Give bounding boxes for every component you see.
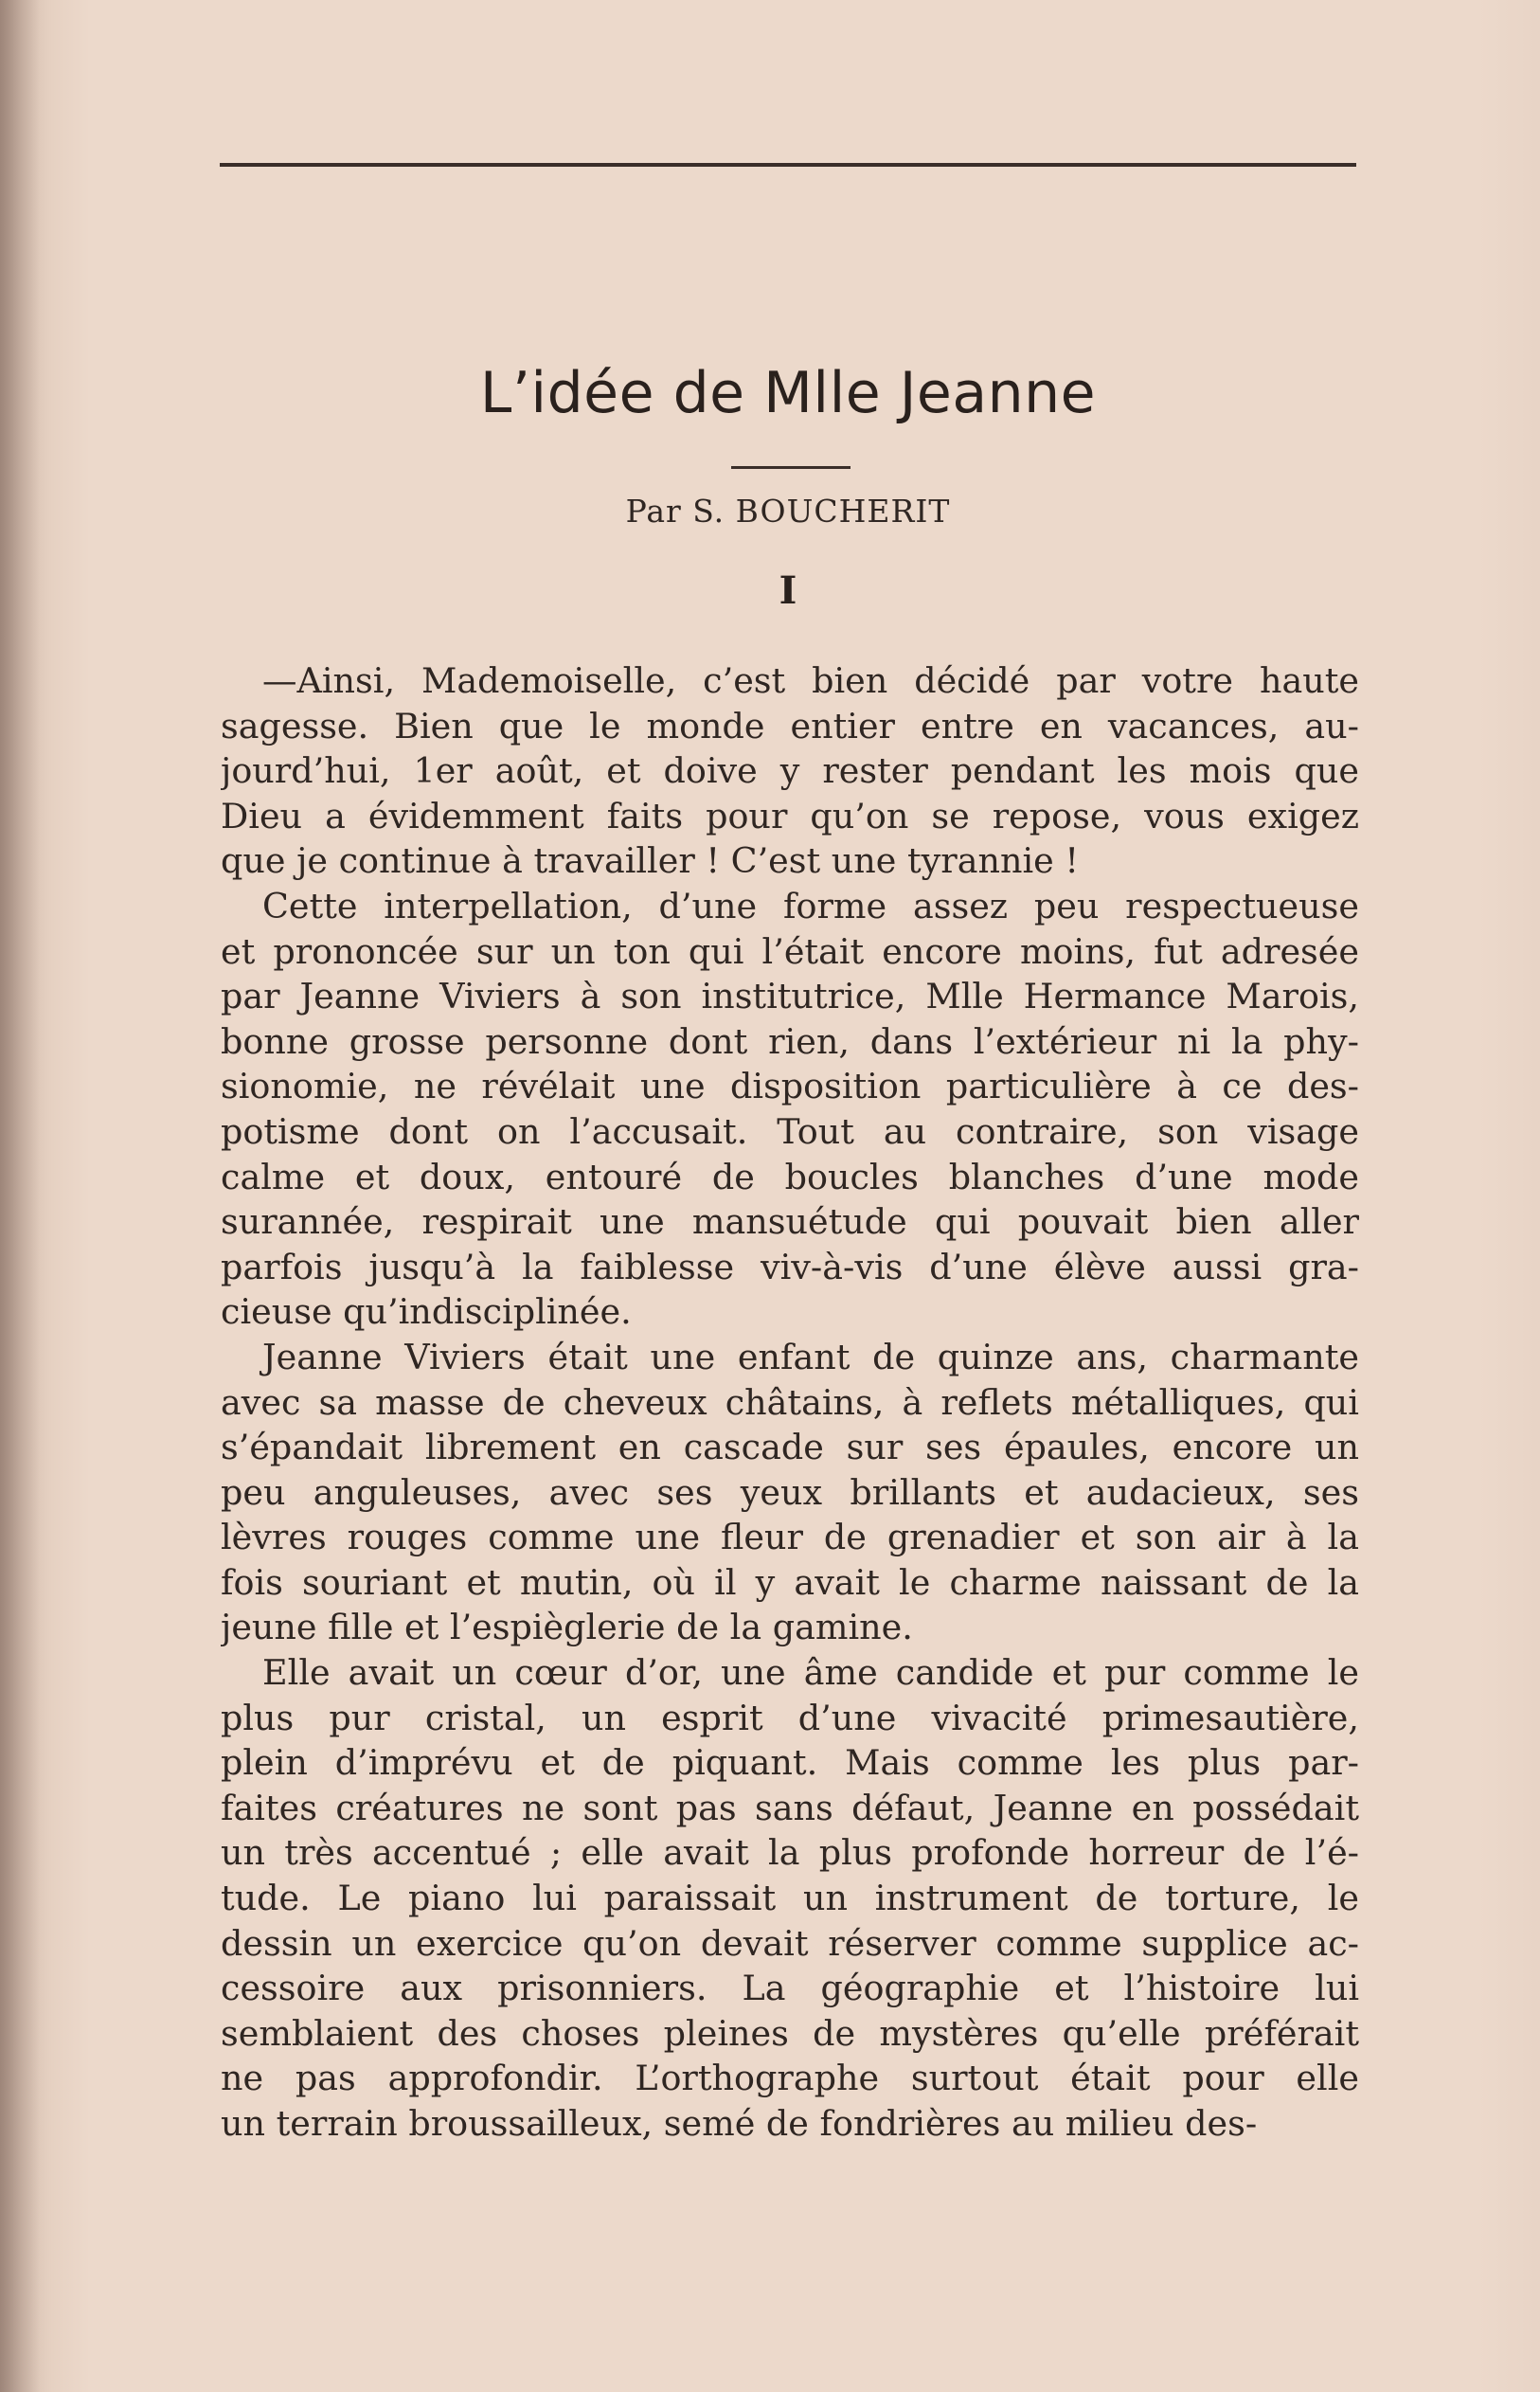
text-line: plein d’imprévu et de piquant. Mais comme les plus par- <box>221 1742 1359 1784</box>
text-line: surannée, respirait une mansuétude qui pouvait bien aller <box>221 1201 1359 1243</box>
text-line: sionomie, ne révélait une disposition particulière à ce des- <box>221 1066 1359 1107</box>
text-line: plus pur cristal, un esprit d’une vivacité primesautière, <box>221 1697 1359 1738</box>
text-line: lèvres rouges comme une fleur de grenadier et son air à la <box>221 1517 1359 1558</box>
text-line: sagesse. Bien que le monde entier entre en vacances, au- <box>221 705 1359 746</box>
text-line: fois souriant et mutin, où il y avait le charme naissant de la <box>221 1561 1359 1603</box>
text-line: cieuse qu’indisciplinée. <box>221 1291 632 1333</box>
text-line: tude. Le piano lui paraissait un instrument de torture, le <box>221 1878 1359 1919</box>
article-title: L’idée de Mlle Jeanne <box>479 360 1097 426</box>
text-line: Elle avait un cœur d’or, une âme candide et pur comme le <box>262 1652 1359 1694</box>
text-line: Cette interpellation, d’une forme assez peu respectueuse <box>262 885 1359 926</box>
text-line: peu anguleuses, avec ses yeux brillants et audacieux, ses <box>221 1471 1359 1513</box>
text-line: que je continue à travailler ! C’est une tyrannie ! <box>221 840 1080 882</box>
text-line: bonne grosse personne dont rien, dans l’extérieur ni la phy- <box>221 1020 1359 1062</box>
body-text <box>221 658 1359 2147</box>
binding-shadow <box>0 0 40 2392</box>
text-line: par Jeanne Viviers à son institutrice, Mlle Hermance Marois, <box>221 976 1359 1017</box>
text-line: —Ainsi, Mademoiselle, c’est bien décidé par votre haute <box>262 660 1359 701</box>
text-line: jeune fille et l’espièglerie de la gamine. <box>221 1607 913 1648</box>
text-line: Jeanne Viviers était une enfant de quinze ans, charmante <box>262 1336 1359 1377</box>
text-line: semblaient des choses pleines de mystères qu’elle préférait <box>221 2012 1359 2054</box>
text-line: avec sa masse de cheveux châtains, à reflets métalliques, qui <box>221 1381 1359 1423</box>
chapter-number: I <box>779 568 797 613</box>
text-line: calme et doux, entouré de boucles blanches d’une mode <box>221 1156 1359 1197</box>
text-line: parfois jusqu’à la faiblesse viv-à-vis d’une élève aussi gra- <box>221 1246 1359 1287</box>
text-line: faites créatures ne sont pas sans défaut, Jeanne en possédait <box>221 1787 1359 1828</box>
text-line: dessin un exercice qu’on devait réserver comme supplice ac- <box>221 1922 1359 1964</box>
text-line: ne pas approfondir. L’orthographe surtout était pour elle <box>221 2058 1359 2099</box>
text-line: un très accentué ; elle avait la plus profonde horreur de l’é- <box>221 1832 1359 1874</box>
text-line: jourd’hui, 1er août, et doive y rester pendant les mois que <box>221 750 1359 792</box>
text-line: Dieu a évidemment faits pour qu’on se repose, vous exigez <box>221 795 1359 836</box>
top-rule <box>220 163 1356 167</box>
text-line: un terrain broussailleux, semé de fondrières au milieu des- <box>221 2103 1258 2144</box>
text-line: et prononcée sur un ton qui l’était encore moins, fut adresée <box>221 930 1359 972</box>
text-line: s’épandait librement en cascade sur ses épaules, encore un <box>221 1427 1359 1468</box>
text-line: potisme dont on l’accusait. Tout au contraire, son visage <box>221 1110 1359 1152</box>
author-byline: Par S. BOUCHERIT <box>625 493 951 530</box>
title-separator-rule <box>731 466 851 469</box>
text-line: cessoire aux prisonniers. La géographie et l’histoire lui <box>221 1968 1359 2009</box>
